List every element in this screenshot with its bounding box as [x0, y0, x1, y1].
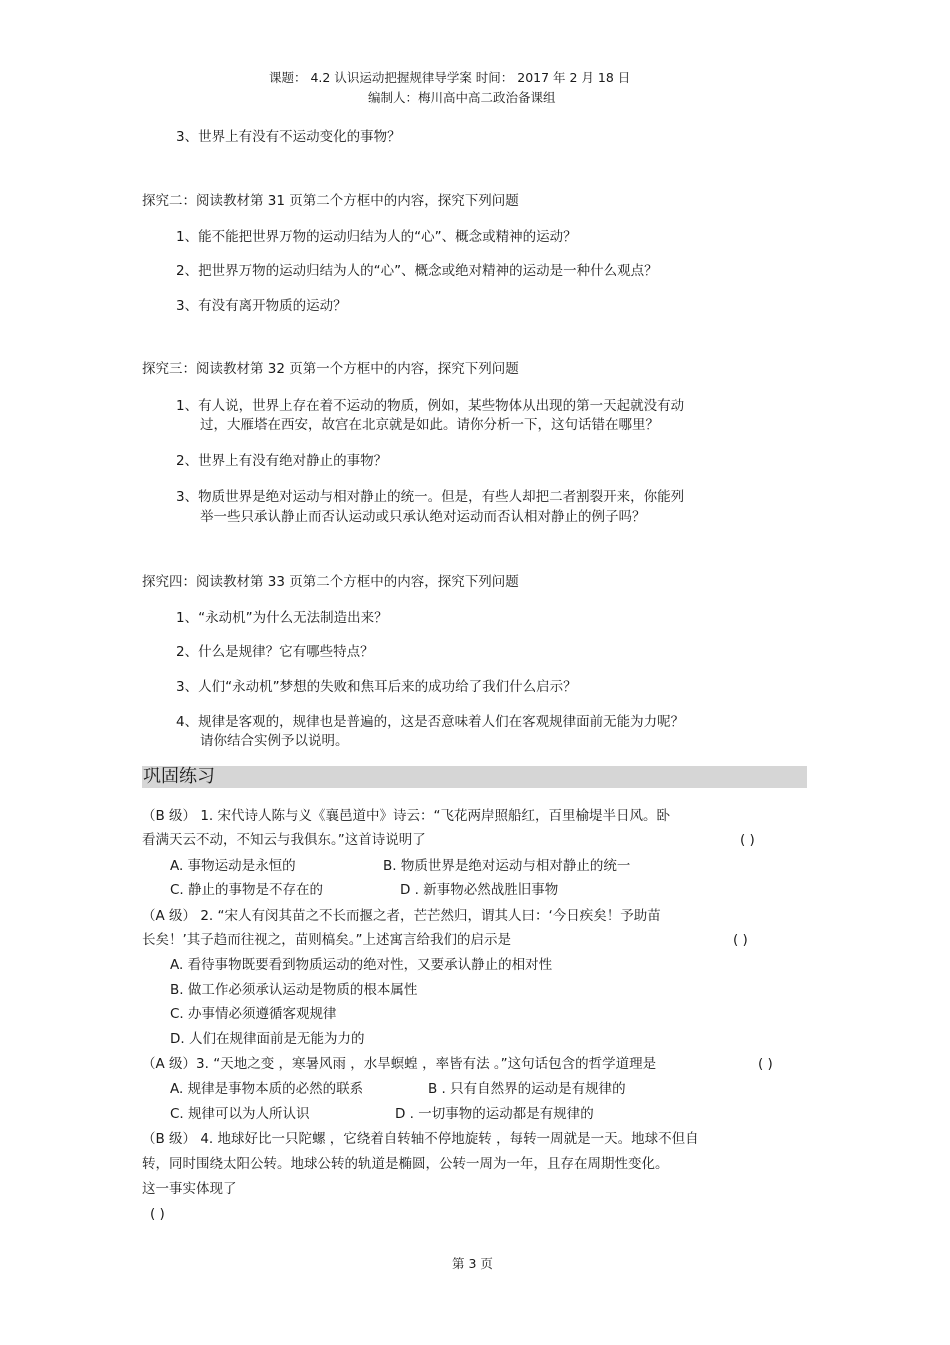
practice-3-option-c: C. 规律可以为人所认识	[170, 1106, 310, 1122]
practice-title: 巩固练习	[143, 766, 215, 787]
explore-3-question-3: 3、物质世界是绝对运动与相对静止的统一。但是，有些人却把二者割裂开来，你能列	[176, 489, 685, 505]
practice-3-answer-paren: ( )	[758, 1056, 773, 1072]
explore-2-question-1: 1、能不能把世界万物的运动归结为人的“心”、概念或精神的运动？	[176, 229, 577, 245]
practice-1-option-b: B. 物质世界是绝对运动与相对静止的统一	[383, 858, 631, 874]
practice-2-option-b: B. 做工作必须承认运动是物质的根本属性	[170, 982, 418, 998]
explore-2-question-2: 2、把世界万物的运动归结为人的“心”、概念或绝对精神的运动是一种什么观点？	[176, 263, 658, 279]
practice-4-answer-paren: ( )	[150, 1206, 165, 1222]
practice-2-stem-cont: 长矣！’其子趋而往视之，苗则槁矣。”上述寓言给我们的启示是	[142, 932, 512, 948]
explore-2-title: 探究二：阅读教材第 31 页第二个方框中的内容，探究下列问题	[142, 193, 519, 209]
explore-4-question-4: 4、规律是客观的，规律也是普遍的，这是否意味着人们在客观规律面前无能为力呢？	[176, 714, 685, 730]
explore-4-question-1: 1、“永动机”为什么无法制造出来？	[176, 610, 388, 626]
explore-3-question-1: 1、有人说，世界上存在着不运动的物质，例如，某些物体从出现的第一天起就没有动	[176, 398, 685, 414]
practice-title-bar	[142, 766, 807, 788]
explore-4-title: 探究四：阅读教材第 33 页第二个方框中的内容，探究下列问题	[142, 574, 519, 590]
practice-3-stem: （A 级）3. “天地之变 ，寒暑风雨 ，水旱螟蝗 ，率皆有法 。”这句话包含的哲学道理是	[142, 1056, 657, 1072]
page-number: 第 3 页	[452, 1256, 493, 1271]
practice-3-option-d: D . 一切事物的运动都是有规律的	[395, 1106, 594, 1122]
practice-1-answer-paren: ( )	[740, 832, 755, 848]
practice-4-stem-cont: 转，同时围绕太阳公转。地球公转的轨道是椭圆，公转一周为一年，且存在周期性变化。	[142, 1156, 669, 1172]
practice-2-stem: （A 级） 2. “宋人有闵其苗之不长而揠之者，芒芒然归，谓其人曰：‘今日疾矣！予助苗	[142, 908, 661, 924]
practice-2-option-c: C. 办事情必须遵循客观规律	[170, 1006, 337, 1022]
explore-3-question-1-cont: 过，大雁塔在西安，故宫在北京就是如此。请你分析一下，这句话错在哪里？	[200, 417, 659, 433]
practice-4-stem-cont-2: 这一事实体现了	[142, 1181, 237, 1197]
practice-1-option-a: A. 事物运动是永恒的	[170, 858, 296, 874]
explore-3-question-3-cont: 举一些只承认静止而否认运动或只承认绝对运动而否认相对静止的例子吗？	[200, 509, 646, 525]
header-course-line: 课题： 4.2 认识运动把握规律导学案 时间： 2017 年 2 月 18 日	[269, 70, 631, 85]
practice-1-stem-cont: 看满天云不动，不知云与我俱东。”这首诗说明了	[142, 832, 426, 848]
explore-3-question-2: 2、世界上有没有绝对静止的事物？	[176, 453, 388, 469]
practice-3-option-a: A. 规律是事物本质的必然的联系	[170, 1081, 364, 1097]
practice-3-option-b: B . 只有自然界的运动是有规律的	[428, 1081, 626, 1097]
explore-3-title: 探究三：阅读教材第 32 页第一个方框中的内容，探究下列问题	[142, 361, 519, 377]
explore-4-question-2: 2、什么是规律？它有哪些特点？	[176, 644, 374, 660]
practice-2-answer-paren: ( )	[733, 932, 748, 948]
practice-1-option-c: C. 静止的事物是不存在的	[170, 882, 324, 898]
practice-1-option-d: D . 新事物必然战胜旧事物	[400, 882, 559, 898]
explore-4-question-4-cont: 请你结合实例予以说明。	[200, 733, 349, 749]
explore-2-question-3: 3、有没有离开物质的运动？	[176, 298, 347, 314]
header-editor-line: 编制人：梅川高中高二政治备课组	[368, 90, 556, 105]
practice-2-option-d: D. 人们在规律面前是无能为力的	[170, 1031, 365, 1047]
practice-4-stem: （B 级） 4. 地球好比一只陀螺 ，它绕着自转轴不停地旋转 ，每转一周就是一天。地球不但自	[142, 1131, 699, 1147]
intro-question: 3、世界上有没有不运动变化的事物？	[176, 129, 401, 145]
explore-4-question-3: 3、人们“永动机”梦想的失败和焦耳后来的成功给了我们什么启示？	[176, 679, 577, 695]
practice-1-stem: （B 级） 1. 宋代诗人陈与义《襄邑道中》诗云：“飞花两岸照船红，百里榆堤半日风。卧	[142, 808, 671, 824]
practice-2-option-a: A. 看待事物既要看到物质运动的绝对性，又要承认静止的相对性	[170, 957, 553, 973]
